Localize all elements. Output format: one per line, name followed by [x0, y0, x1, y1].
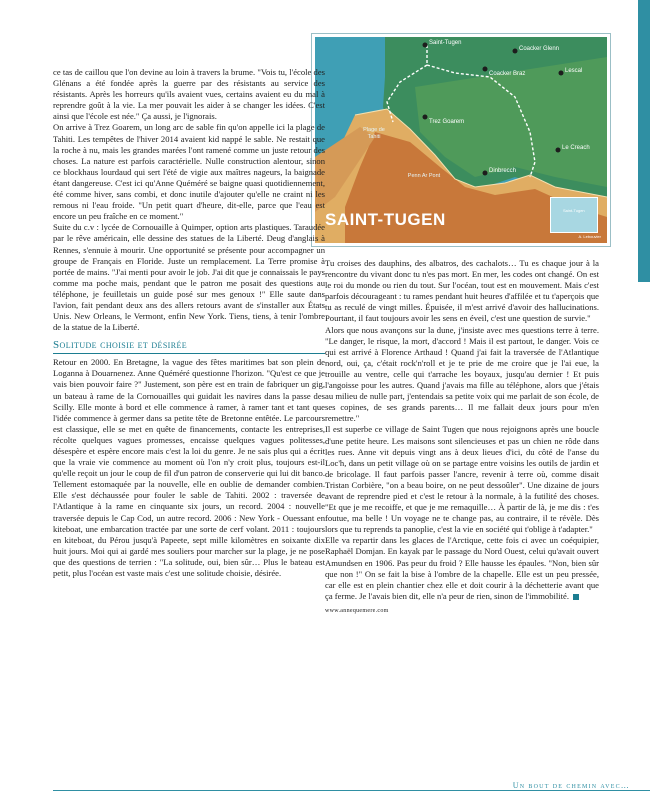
paragraph: Il est superbe ce village de Saint Tugen que nous rejoignons après une boucle d'une petite heure. Les maisons sont silencieuses et pas un chien ne rôde dans les rues. Anne vit depuis vingt ans à deux lieues d'ici, du côté de l'anse du Loc'h, dans un petit village où on se partage entre voisins les outils de jardin et de bricolage. Il faut parfois passer l'ancre, revenir à terre où, comme disait Tristan Corbière, "on a beau boire, on ne peut dessoûler". Une dizaine de jours avant de reprendre pied et c'est le retour à la normale, à la futilité des choses. "Et que je me recoiffe, et que je me remaquille… À partir de là, je me dis : t'es foutue, ma belle ! Un voyage ne te change pas, au contraire, il te révèle. Dès lors que tu reprends ta panoplie, c'est la vie en société qui t'oblige à t'adapter." [325, 424, 599, 535]
map-place-lescal: Lescal [565, 68, 583, 74]
map-place-saint-tugen: Saint-Tugen [429, 40, 462, 46]
map-place-dinbrecch: Dinbrecch [489, 168, 517, 174]
footer-rule [53, 790, 650, 791]
map-author-credit: A. Lebouvier [578, 234, 601, 239]
map-place-trez-goarem: Trez Goarem [429, 119, 465, 125]
paragraph: Suite du c.v : lycée de Cornouaille à Quimper, option arts plastiques. Taraudée par le rêve américain, elle dessine des statues de la Liberté. Deug d'anglais à Rennes, s'ennuie à mourir. Une opportunité se présente pour accompagner un groupe de Français en Floride. Juste un remplacement. La Terre promise à portée de mains. "J'ai menti pour avoir le job. J'ai dit que je connaissais le pays comme ma poche mais, pendant que le patron me posait des questions au téléphone, je feuilletais un guide posé sur mes genoux !" Elle saute dans l'avion, fait pendant deux ans des allers retours avant de s'installer aux États Unis. New Orleans, le Vermont, enfin New York. Tiens, tiens, à tenir l'ombre de la statue de la Liberté. [53, 222, 325, 333]
map-place-coacker-glenn: Coacker Glenn [519, 46, 560, 52]
website-credit: www.annequemere.com [325, 607, 389, 614]
left-column [53, 67, 325, 579]
map-inset-label: Saint-Tugen [563, 208, 585, 213]
paragraph: Retour en 2000. En Bretagne, la vague des fêtes maritimes bat son plein de Loganna à Douarnenez. Anne Quéméré questionne l'horizon. "Qu'est ce que je vais bien pouvoir faire ?" Justement, son père est en train de fabriquer un gig, un bateau à rame de la Cornouailles qui guidait les navires dans la passe des Scilly. Elle monte à bord et elle commence à ramer, à ramer tant et tant que l'idée commence à germer dans sa petite tête de Bretonne entêtée. Le parcours est classique, elle se met en quête de financements, contacte les entreprises, récolte quelques vagues promesses, encaisse quelques vagues politesses, désespère et espère encore mais c'est la loi du genre. Je ne sais plus qui a écrit que la vraie vie commence au moment où l'on n'y croit plus, toujours est-il qu'elle reçoit un jour le coup de fil d'un patron de conserverie qui lui dit banco. Tellement estomaquée par la nouvelle, elle en oublie de demander combien. Elle s'est déchaussée pour fouler le sable de Tahiti. 2002 : traversée de l'Atlantique à la rame en cinquante six jours, un record. 2004 : nouvelle traversée depuis le Cap Cod, un autre record. 2006 : New York - Ouessant en kiteboat, une embarcation tractée par une sorte de cerf volant. 2011 : toujours en kiteboat, du Pérou jusqu'à Papeete, sept mille kilomètres en soixante dix huit jours. Moi qui ai gardé mes souliers pour marcher sur la plage, je ne pose que des questions de terrien : "La solitude, oui, bien sûr… Plus le bateau est petit, plus l'océan est vaste mais c'est une solitude choisie, désirée. [53, 357, 325, 579]
paragraph-final-text: Elle va repartir dans les glaces de l'Arctique, cette fois ci avec un coéquipier, Raphaël Domjan. En kayak par le passage du Nord Ouest, celui qu'avait ouvert Amundsen en 1906. Pas peur du froid ? Elle hausse les épaules. "Non, bien sûr que non !" On se fait la bise à l'ombre de la chapelle. Elle est un peu pressée, car elle est en plein chantier chez elle et doit courir à la déchetterie avant que ça ferme. Je l'avais bien dit, elle n'a peur de rien, sinon de l'immobilité. [325, 535, 599, 601]
paragraph-final [325, 535, 599, 602]
running-title: Un bout de chemin avec… [512, 781, 630, 790]
paragraph: On arrive à Trez Goarem, un long arc de sable fin qu'on appelle ici la plage de Tahiti. Les tempêtes de l'hiver 2014 avaient kid nappé le sable. Ne restait que la roche à nu, mais les grandes marées l'ont ramené comme un juste retour des choses. La nature est parfois caractérielle. Nulle construction alentour, sinon ce blockhaus lourdaud qui sert l'été de vigie aux maîtres nageurs, la baignade étant dangereuse. C'est ici qu'Anne Quéméré se baigne quasi quotidiennement, été comme hiver, sans combi, et donc inutile d'ajouter qu'elle ne craint ni les remous ni l'eau froide. "Un petit quart d'heure, dit-elle, parce que l'eau est encore un peu fraîche en ce moment." [53, 122, 325, 222]
paragraph: ce tas de caillou que l'on devine au loin à travers la brume. "Vois tu, l'école des Glénans a été fondée après la guerre par des résistants au service des résistants. Après les horreurs qu'ils avaient vues, certains avaient eu du mal à reprendre goût à la vie. La mer pouvait les aider à se changer les idées. C'est ainsi que l'école est née." Ça aussi, je l'ignorais. [53, 67, 325, 122]
paragraph: Tu croises des dauphins, des albatros, des cachalots… Tu es chaque jour à la rencontre du vivant donc tu n'es pas mort. En mer, les codes ont changé. On est le roi du monde ou rien du tout. Sur l'océan, tout est en mouvement. Mais c'est parfois décourageant : tu rames pendant huit heures d'affilée et tu t'aperçois que tu as reculé de vingt milles. Épuisée, il m'est arrivé d'avoir des hallucinations. Pourtant, il faut toujours avoir les sens en éveil, c'est une question de survie." [325, 258, 599, 324]
section-heading: Solitude choisie et désirée [53, 339, 325, 354]
paragraph: Alors que nous avançons sur la dune, j'insiste avec mes questions terre à terre. "Le danger, le risque, la mort, d'accord ! Mais il est partout, le danger. Vois ce qui est arrivé à Florence Arthaud ! Quand j'ai fait la traversée de l'Atlantique nord, oui, ça, c'était rock'n'roll et je te prie de me croire que je l'ai eue, la trouille au ventre, celle qui t'arrache les boyaux, jusqu'au dernier ! Et puis l'angoisse pour les autres. Quand j'avais ma fille au téléphone, alors que j'étais au milieu de nulle part, j'entendais sa petite voix qui me parlait de son école, de ses copines, de ses grands parents… Il me fallait deux jours pour m'en remettre." [325, 324, 599, 424]
map-title: SAINT-TUGEN [325, 210, 446, 229]
map-inset-brittany [550, 197, 598, 233]
map-figure [312, 34, 610, 246]
page-edge-tab [638, 0, 650, 282]
map-place-le-creach: Le Creach [562, 145, 590, 151]
right-column [325, 258, 599, 617]
end-of-article-mark [573, 594, 579, 600]
map-place-coacker-braz: Coacker Braz [489, 71, 526, 77]
map-sea-label-penn-ar-pont: Penn Ar Pont [407, 173, 441, 179]
map-sea-label-tahiti: Plage de Tahiti [363, 127, 385, 140]
